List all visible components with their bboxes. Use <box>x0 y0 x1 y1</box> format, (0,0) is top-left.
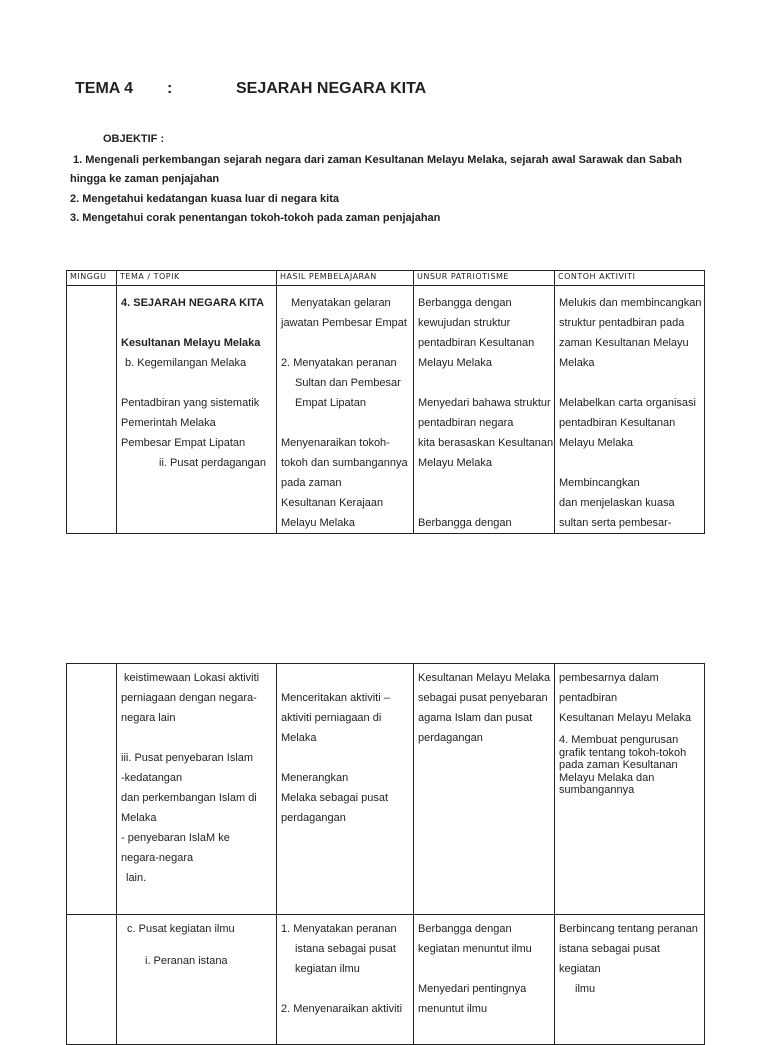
hasil-text: pada zaman <box>281 477 342 489</box>
tema-text: negara lain <box>121 712 176 724</box>
contoh-note-text: 4. Membuat pengurusan <box>559 734 679 746</box>
contoh-text: dan menjelaskan kuasa <box>559 497 675 509</box>
objektif-heading: OBJEKTIF : <box>103 133 165 145</box>
tema-text: keistimewaan Lokasi aktiviti <box>124 672 260 684</box>
unsur-text: kewujudan struktur <box>418 317 511 329</box>
contoh-text: Melukis dan membincangkan <box>559 297 702 309</box>
spacer <box>559 373 702 393</box>
contoh-text: Kesultanan Melayu Melaka <box>559 712 692 724</box>
header-minggu: MINGGU <box>67 271 117 286</box>
contoh-text: kegiatan <box>559 963 601 975</box>
contoh-note-text: grafik tentang tokoh-tokoh <box>559 746 687 759</box>
tema-text: i. Peranan istana <box>145 955 228 967</box>
contoh-text: Melaka <box>559 357 595 369</box>
unsur-text: Berbangga dengan <box>418 517 512 529</box>
spacer <box>418 493 550 513</box>
hasil-text: tokoh dan sumbangannya <box>281 457 408 469</box>
contoh-text: Membincangkan <box>559 477 640 489</box>
unsur-text: Melayu Melaka <box>418 357 492 369</box>
tema-text: -kedatangan <box>121 772 183 784</box>
hasil-text: 1. Menyatakan peranan <box>281 923 397 935</box>
spacer <box>281 748 409 768</box>
contoh-text: Berbincang tentang peranan <box>559 923 698 935</box>
hasil-text: Kesultanan Kerajaan <box>281 497 384 509</box>
objektif-line-1-cont: hingga ke zaman penjajahan <box>70 173 220 185</box>
unsur-text: pentadbiran negara <box>418 417 514 429</box>
hasil-text: Empat Lipatan <box>295 397 366 409</box>
hasil-text: perdagangan <box>281 812 346 824</box>
contoh-text: Melayu Melaka <box>559 437 633 449</box>
header-hasil: HASIL PEMBELAJARAN <box>277 271 414 286</box>
hasil-text: Menyenaraikan tokoh- <box>281 437 390 449</box>
spacer <box>121 939 272 951</box>
tema-text: b. Kegemilangan Melaka <box>125 357 247 369</box>
spacer <box>418 959 550 979</box>
hasil-text: Melayu Melaka <box>281 517 355 529</box>
topic-heading: 4. SEJARAH NEGARA KITA <box>121 297 265 309</box>
table-row <box>67 915 705 1045</box>
contoh-text: pentadbiran Kesultanan <box>559 417 676 429</box>
tema-label: TEMA 4 <box>75 80 134 97</box>
table-row <box>67 664 705 915</box>
unsur-cell <box>414 915 555 1045</box>
contoh-note-text: pada zaman Kesultanan <box>559 759 678 771</box>
tema-text: Pemerintah Melaka <box>121 417 216 429</box>
contoh-text: pentadbiran <box>559 692 618 704</box>
hasil-text: Menceritakan aktiviti – <box>281 692 390 704</box>
contoh-note-text: Melayu Melaka dan <box>559 771 655 784</box>
unsur-cell <box>414 286 555 534</box>
spacer <box>559 453 702 473</box>
tema-cell <box>117 286 277 534</box>
contoh-text: pembesarnya dalam <box>559 672 659 684</box>
unsur-text: perdagangan <box>418 732 483 744</box>
contoh-cell <box>555 664 705 915</box>
contoh-activity-note <box>559 734 702 797</box>
unsur-text: Kesultanan Melayu Melaka <box>418 672 551 684</box>
unsur-text: Berbangga dengan <box>418 923 512 935</box>
hasil-cell <box>277 286 414 534</box>
hasil-cell <box>277 664 414 915</box>
subtopic-heading: Kesultanan Melayu Melaka <box>121 337 261 349</box>
tema-cell <box>117 915 277 1045</box>
contoh-cell <box>555 286 705 534</box>
contoh-text: struktur pentadbiran pada <box>559 317 685 329</box>
tema-text: Pembesar Empat Lipatan <box>121 437 246 449</box>
contoh-text: ilmu <box>575 983 596 995</box>
spacer <box>281 668 409 688</box>
unsur-text: pentadbiran Kesultanan <box>418 337 535 349</box>
hasil-text: Menerangkan <box>281 772 349 784</box>
unsur-text: Menyedari pentingnya <box>418 983 527 995</box>
header-contoh: CONTOH AKTIVITI <box>555 271 705 286</box>
table-block-2 <box>66 663 705 1045</box>
tema-text: iii. Pusat penyebaran Islam <box>121 752 254 764</box>
tema-text: c. Pusat kegiatan ilmu <box>127 923 235 935</box>
hasil-text: Sultan dan Pembesar <box>295 377 401 389</box>
hasil-text: Melaka <box>281 732 317 744</box>
tema-text: dan perkembangan Islam di <box>121 792 257 804</box>
hasil-text: Melaka sebagai pusat <box>281 792 389 804</box>
title-colon: : <box>167 80 173 97</box>
spacer <box>121 313 272 333</box>
unsur-text: menuntut ilmu <box>418 1003 488 1015</box>
objektif-line-3: 3. Mengetahui corak penentangan tokoh-tokoh pada zaman penjajahan <box>70 212 441 224</box>
tema-text: lain. <box>126 872 147 884</box>
unsur-text: kegiatan menuntut ilmu <box>418 943 532 955</box>
tema-text: Melaka <box>121 812 157 824</box>
hasil-text: 2. Menyenaraikan aktiviti <box>281 1003 403 1015</box>
hasil-text: Menyatakan gelaran <box>291 297 391 309</box>
hasil-text: aktiviti perniagaan di <box>281 712 382 724</box>
unsur-text: Berbangga dengan <box>418 297 512 309</box>
spacer <box>418 373 550 393</box>
tema-text: ii. Pusat perdagangan <box>159 457 267 469</box>
hasil-cell <box>277 915 414 1045</box>
unsur-text: kita berasaskan Kesultanan <box>418 437 554 449</box>
hasil-text: istana sebagai pusat <box>295 943 396 955</box>
hasil-text: kegiatan ilmu <box>295 963 360 975</box>
spacer <box>121 728 272 748</box>
hasil-text: 2. Menyatakan peranan <box>281 357 397 369</box>
unsur-cell <box>414 664 555 915</box>
minggu-cell <box>67 664 117 915</box>
objektif-line-1: 1. Mengenali perkembangan sejarah negara dari zaman Kesultanan Melayu Melaka, sejarah awal Sarawak dan Sabah <box>73 154 682 166</box>
contoh-text: istana sebagai pusat <box>559 943 660 955</box>
spacer <box>121 373 272 393</box>
tema-text: Pentadbiran yang sistematik <box>121 397 260 409</box>
header-unsur: UNSUR PATRIOTISME <box>414 271 555 286</box>
unsur-text: sebagai pusat penyebaran <box>418 692 548 704</box>
unsur-text: Menyedari bahawa struktur <box>418 397 551 409</box>
minggu-cell <box>67 915 117 1045</box>
tema-text: negara-negara <box>121 852 194 864</box>
table-block-1 <box>66 270 705 534</box>
contoh-text: sultan serta pembesar- <box>559 517 672 529</box>
spacer <box>281 979 409 999</box>
unsur-text: agama Islam dan pusat <box>418 712 533 724</box>
tema-cell <box>117 664 277 915</box>
contoh-note-text: sumbangannya <box>559 784 635 796</box>
objektif-line-2: 2. Mengetahui kedatangan kuasa luar di negara kita <box>70 193 339 205</box>
contoh-text: zaman Kesultanan Melayu <box>559 337 689 349</box>
tema-text: - penyebaran IslaM ke <box>121 832 230 844</box>
table-row <box>67 286 705 534</box>
contoh-text: Melabelkan carta organisasi <box>559 397 696 409</box>
spacer <box>418 473 550 493</box>
minggu-cell <box>67 286 117 534</box>
table-header-row <box>67 271 705 286</box>
page-title: SEJARAH NEGARA KITA <box>236 80 427 97</box>
header-tema: TEMA / TOPIK <box>117 271 277 286</box>
unsur-text: Melayu Melaka <box>418 457 492 469</box>
hasil-text: jawatan Pembesar Empat <box>281 317 407 329</box>
contoh-cell <box>555 915 705 1045</box>
spacer <box>281 413 409 433</box>
tema-text: perniagaan dengan negara- <box>121 692 257 704</box>
spacer <box>281 333 409 353</box>
